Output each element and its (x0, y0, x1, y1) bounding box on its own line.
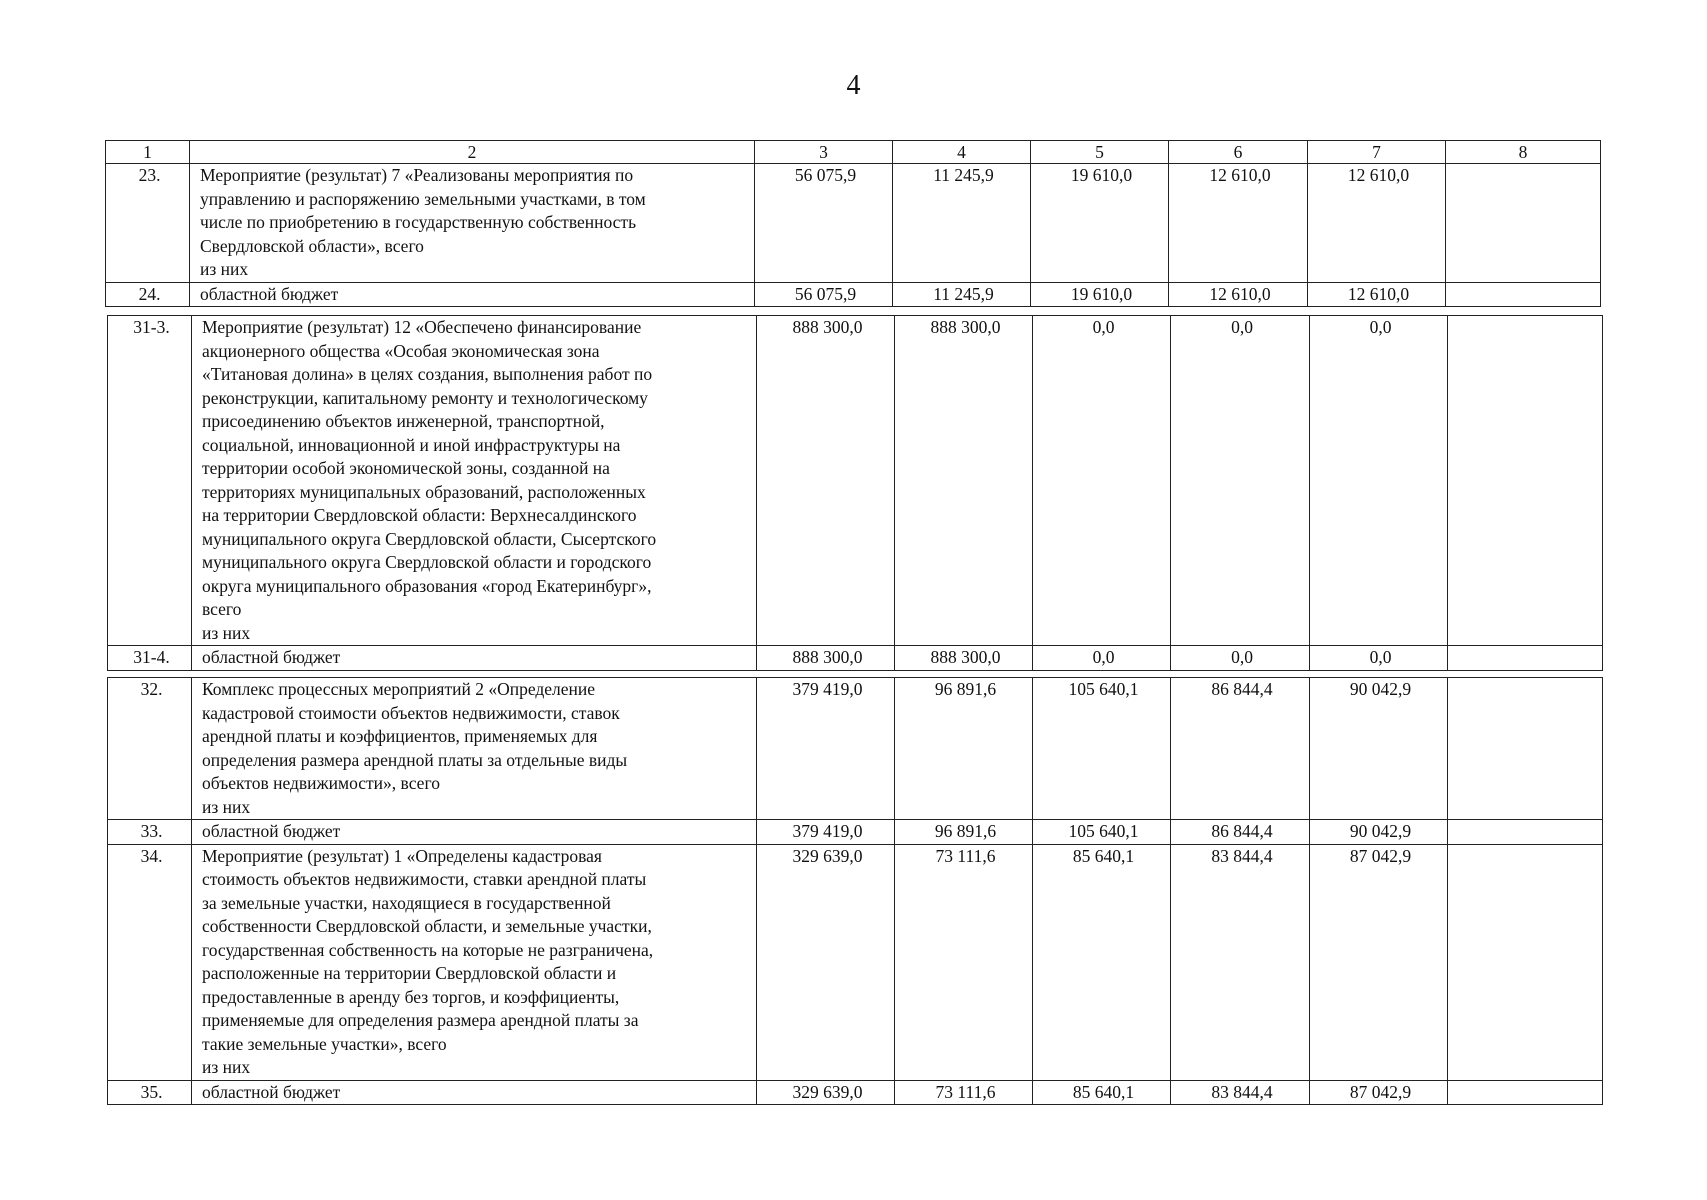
table-row (108, 316, 1603, 646)
value-cell (1446, 164, 1601, 283)
value-cell (1448, 316, 1603, 646)
table-row (108, 820, 1603, 845)
value-cell: 0,0 (1171, 316, 1310, 646)
value-cell: 11 245,9 (893, 164, 1031, 283)
header-cell: 5 (1031, 141, 1169, 164)
row-description: областной бюджет (192, 820, 757, 845)
value-cell: 83 844,4 (1171, 1080, 1310, 1105)
value-cell: 12 610,0 (1169, 164, 1308, 283)
table-row (108, 1080, 1603, 1105)
table-row (108, 678, 1603, 820)
value-cell (1448, 646, 1603, 671)
value-cell: 56 075,9 (755, 164, 893, 283)
header-cell: 7 (1308, 141, 1446, 164)
value-cell: 888 300,0 (757, 316, 895, 646)
value-cell: 87 042,9 (1310, 844, 1448, 1080)
budget-table-fragment-1 (105, 140, 1601, 307)
value-cell: 379 419,0 (757, 820, 895, 845)
value-cell: 96 891,6 (895, 820, 1033, 845)
value-cell: 12 610,0 (1308, 164, 1446, 283)
value-cell: 96 891,6 (895, 678, 1033, 820)
row-number: 32. (108, 678, 192, 820)
value-cell (1448, 678, 1603, 820)
row-description: областной бюджет (190, 282, 755, 307)
row-number: 24. (106, 282, 190, 307)
value-cell: 888 300,0 (895, 646, 1033, 671)
value-cell: 0,0 (1310, 646, 1448, 671)
value-cell: 105 640,1 (1033, 820, 1171, 845)
table-row (108, 844, 1603, 1080)
value-cell (1448, 844, 1603, 1080)
value-cell: 379 419,0 (757, 678, 895, 820)
value-cell: 888 300,0 (757, 646, 895, 671)
row-number: 33. (108, 820, 192, 845)
value-cell: 56 075,9 (755, 282, 893, 307)
row-description: областной бюджет (192, 646, 757, 671)
value-cell: 73 111,6 (895, 844, 1033, 1080)
row-number: 23. (106, 164, 190, 283)
row-description: областной бюджет (192, 1080, 757, 1105)
table-row (108, 646, 1603, 671)
header-cell: 3 (755, 141, 893, 164)
value-cell: 0,0 (1033, 316, 1171, 646)
value-cell: 105 640,1 (1033, 678, 1171, 820)
header-cell: 8 (1446, 141, 1601, 164)
header-cell: 6 (1169, 141, 1308, 164)
header-cell: 1 (106, 141, 190, 164)
row-description: Мероприятие (результат) 7 «Реализованы мероприятия по управлению и распоряжению земельными участками, в том числе по приобретению в государственную собственность Свердловской области», всего из них (190, 164, 755, 283)
row-description: Мероприятие (результат) 12 «Обеспечено финансирование акционерного общества «Особая экономическая зона «Титановая долина» в целях создания, выполнения работ по реконструкции, капитальному ремонту и технологическому присоединению объектов инженерной, транспортной, социальной, инновационной и иной инфраструктуры на территории особой экономической зоны, созданной на территориях муниципальных образований, расположенных на территории Свердловской области: Верхнесалдинского муниципального округа Свердловской области, Сысертского муниципального округа Свердловской области и городского округа муниципального образования «город Екатеринбург», всего из них (192, 316, 757, 646)
row-description: Мероприятие (результат) 1 «Определены кадастровая стоимость объектов недвижимости, ставки арендной платы за земельные участки, находящиеся в государственной собственности Свердловской области, и земельные участки, государственная собственность на которые не разграничена, расположенные на территории Свердловской области и предоставленные в аренду без торгов, и коэффициенты, применяемые для определения размера арендной платы за такие земельные участки», всего из них (192, 844, 757, 1080)
row-number: 35. (108, 1080, 192, 1105)
header-cell: 2 (190, 141, 755, 164)
value-cell: 11 245,9 (893, 282, 1031, 307)
row-number: 31-4. (108, 646, 192, 671)
header-cell: 4 (893, 141, 1031, 164)
table-header-row (106, 141, 1601, 164)
value-cell: 329 639,0 (757, 1080, 895, 1105)
budget-table-fragment-3 (107, 677, 1603, 1105)
value-cell (1448, 820, 1603, 845)
value-cell: 90 042,9 (1310, 820, 1448, 845)
row-number: 34. (108, 844, 192, 1080)
value-cell: 83 844,4 (1171, 844, 1310, 1080)
value-cell: 90 042,9 (1310, 678, 1448, 820)
value-cell (1448, 1080, 1603, 1105)
row-description: Комплекс процессных мероприятий 2 «Определение кадастровой стоимости объектов недвижимости, ставок арендной платы и коэффициентов, применяемых для определения размера арендной платы за отдельные виды объектов недвижимости», всего из них (192, 678, 757, 820)
value-cell: 19 610,0 (1031, 282, 1169, 307)
value-cell: 87 042,9 (1310, 1080, 1448, 1105)
table-row (106, 282, 1601, 307)
value-cell: 85 640,1 (1033, 1080, 1171, 1105)
value-cell: 19 610,0 (1031, 164, 1169, 283)
value-cell: 0,0 (1171, 646, 1310, 671)
table-row (106, 164, 1601, 283)
value-cell: 888 300,0 (895, 316, 1033, 646)
value-cell: 329 639,0 (757, 844, 895, 1080)
value-cell: 86 844,4 (1171, 820, 1310, 845)
value-cell: 0,0 (1310, 316, 1448, 646)
page-number: 4 (846, 70, 861, 101)
value-cell (1446, 282, 1601, 307)
row-number: 31-3. (108, 316, 192, 646)
value-cell: 12 610,0 (1169, 282, 1308, 307)
budget-table-fragment-2 (107, 315, 1603, 671)
value-cell: 73 111,6 (895, 1080, 1033, 1105)
value-cell: 85 640,1 (1033, 844, 1171, 1080)
value-cell: 86 844,4 (1171, 678, 1310, 820)
value-cell: 12 610,0 (1308, 282, 1446, 307)
value-cell: 0,0 (1033, 646, 1171, 671)
